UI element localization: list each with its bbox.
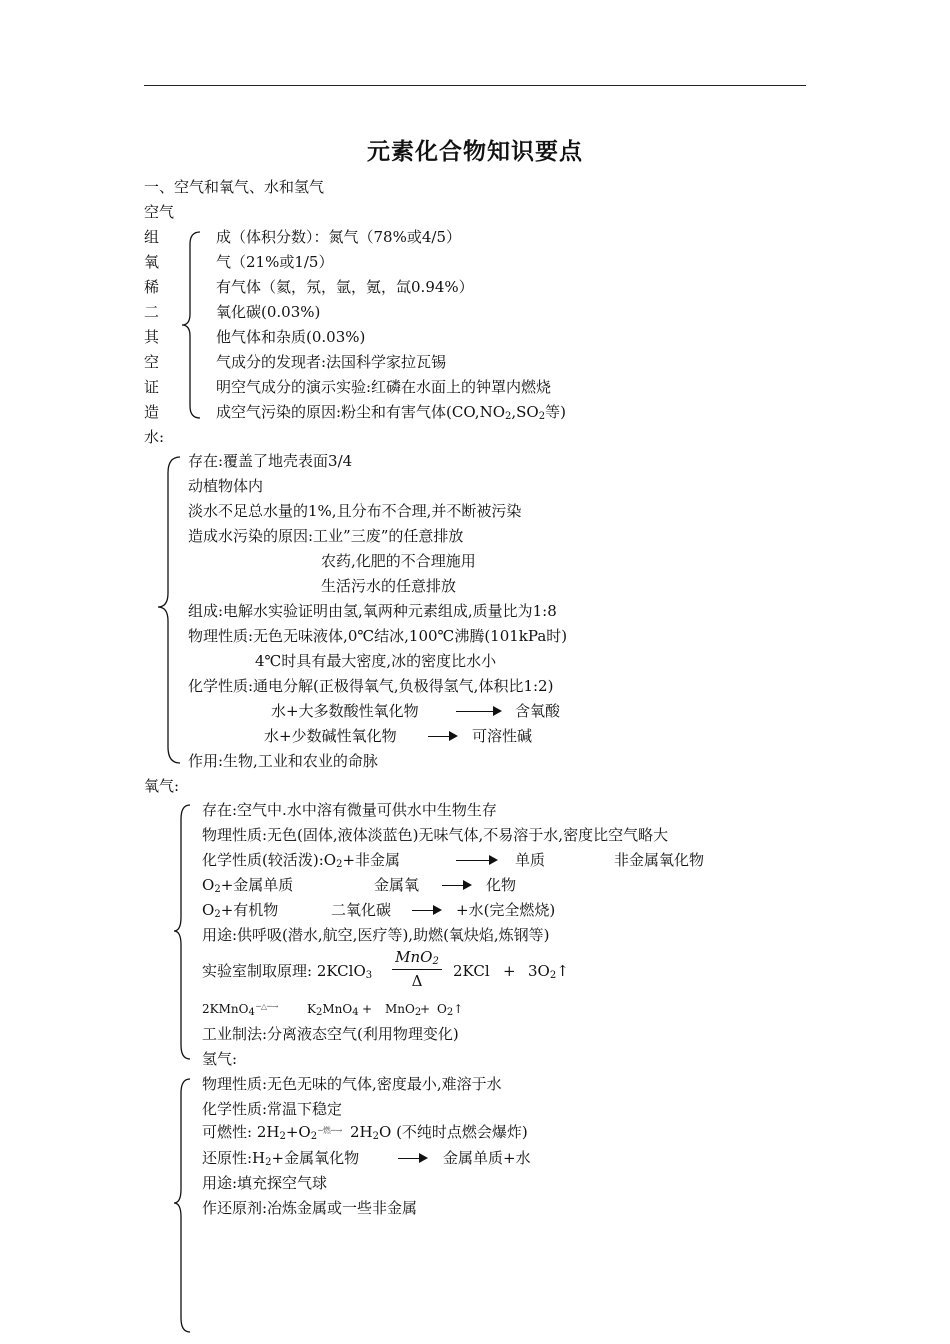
page-title: 元素化合物知识要点 [367, 139, 583, 165]
oxygen-item: $K_2MnO_4$ [307, 1002, 359, 1018]
hydrogen-brace [172, 1077, 194, 1334]
hydrogen-item: 化学性质:常温下稳定 [202, 1100, 343, 1118]
ignite-condition-arrow: ─燃─→ [318, 1126, 343, 1135]
air-left-char: 证 [144, 378, 160, 396]
reaction-arrow [428, 736, 456, 737]
water-item: 水+大多数酸性氧化物 [271, 702, 419, 720]
air-left-char: 二 [144, 303, 160, 321]
water-item: 淡水不足总水量的1%,且分布不合理,并不断被污染 [188, 502, 522, 520]
water-item: 可溶性碱 [472, 727, 533, 745]
air-item: 氧化碳(0.03%) [216, 303, 321, 321]
air-brace [180, 230, 204, 420]
oxygen-item: MnO$_2$ [385, 1002, 422, 1018]
hydrogen-item: 还原性$:H_2+$金属氧化物 [202, 1149, 360, 1168]
water-item: 组成:电解水实验证明由氢,氧两种元素组成,质量比为1:8 [188, 602, 557, 620]
oxygen-brace [172, 803, 194, 1061]
oxygen-item: +水(完全燃烧) [456, 901, 556, 919]
oxygen-item: 二氧化碳 [331, 901, 392, 919]
air-heading: 空气 [144, 203, 175, 221]
reaction-condition: MnO$_2$ Δ [392, 948, 442, 990]
air-left-char: 空 [144, 353, 160, 371]
oxygen-item: $3O_2↑$ [528, 962, 569, 981]
air-item: 他气体和杂质(0.03%) [216, 328, 366, 346]
oxygen-item: 物理性质:无色(固体,液体淡蓝色)无味气体,不易溶于水,密度比空气略大 [202, 826, 669, 844]
reaction-arrow [456, 860, 496, 861]
air-item: 有气体（氦，氖，氩，氪，氙0.94%） [216, 278, 474, 296]
water-item: 含氧酸 [515, 702, 561, 720]
air-left-char: 造 [144, 403, 160, 421]
oxygen-item: $O_2↑$ [437, 1002, 464, 1018]
air-item: 成空气污染的原因:粉尘和有害气体($CO,NO_2,SO_2$等) [216, 403, 566, 422]
air-left-char: 组 [144, 228, 160, 246]
oxygen-item: + [420, 1002, 431, 1016]
oxygen-item: 存在:空气中.水中溶有微量可供水中生物生存 [202, 801, 497, 819]
hydrogen-heading: 氢气: [202, 1050, 238, 1068]
air-left-char: 稀 [144, 278, 160, 296]
reaction-arrow [412, 910, 440, 911]
water-item: 水+少数碱性氧化物 [264, 727, 397, 745]
oxygen-item: 单质 [515, 851, 546, 869]
oxygen-item: 化物 [486, 876, 517, 894]
water-item: 动植物体内 [188, 477, 264, 495]
oxygen-item: $O_2+$有机物 [202, 901, 279, 920]
water-item: 作用:生物,工业和农业的命脉 [188, 752, 378, 770]
air-left-char: 其 [144, 328, 160, 346]
hydrogen-item: 可燃性: $2H_2+O_2$ [202, 1123, 318, 1142]
header-rule [144, 85, 806, 86]
reaction-arrow [456, 711, 500, 712]
air-item: 气（21%或1/5） [216, 253, 334, 271]
air-left-char: 氧 [144, 253, 160, 271]
water-item: 农药,化肥的不合理施用 [321, 552, 476, 570]
water-heading: 水: [144, 428, 165, 446]
oxygen-item: 非金属氧化物 [614, 851, 705, 869]
reaction-arrow [442, 885, 470, 886]
water-item: 4℃时具有最大密度,冰的密度比水小 [255, 652, 497, 670]
hydrogen-item: 金属单质+水 [443, 1149, 531, 1167]
hydrogen-item: 作还原剂:冶炼金属或一些非金属 [202, 1199, 418, 1217]
water-item: 存在:覆盖了地壳表面3/4 [188, 452, 353, 470]
oxygen-item: 用途:供呼吸(潜水,航空,医疗等),助燃(氧炔焰,炼钢等) [202, 926, 550, 944]
air-item: 明空气成分的演示实验:红磷在水面上的钟罩内燃烧 [216, 378, 552, 396]
oxygen-item: + [503, 962, 516, 980]
oxygen-item: 金属氧 [374, 876, 420, 894]
oxygen-item: 工业制法:分离液态空气(利用物理变化) [202, 1025, 459, 1043]
oxygen-item: $O_2+$金属单质 [202, 876, 294, 895]
air-item: 成（体积分数）：氮气（78%或4/5） [216, 228, 461, 246]
oxygen-item: + [362, 1002, 373, 1016]
oxygen-item: 化学性质(较活泼)$:O_2+$非金属 [202, 851, 401, 870]
heat-condition-arrow: ─△─→ [256, 1002, 279, 1011]
water-item: 生活污水的任意排放 [321, 577, 457, 595]
water-brace [155, 455, 185, 765]
oxygen-item: 2KCl [453, 962, 490, 980]
air-item: 气成分的发现者:法国科学家拉瓦锡 [216, 353, 447, 371]
oxygen-item: 实验室制取原理: 2KClO$_3$ [202, 962, 373, 981]
reaction-arrow [398, 1158, 426, 1159]
hydrogen-item: 物理性质:无色无味的气体,密度最小,难溶于水 [202, 1075, 502, 1093]
water-item: 造成水污染的原因:工业”三废”的任意排放 [188, 527, 464, 545]
water-item: 化学性质:通电分解(正极得氧气,负极得氢气,体积比1:2) [188, 677, 554, 695]
oxygen-heading: 氧气: [144, 777, 180, 795]
water-item: 物理性质:无色无味液体,0℃结冰,100℃沸腾(101kPa时) [188, 627, 568, 645]
hydrogen-item: 用途:填充探空气球 [202, 1174, 328, 1192]
section-heading: 一、空气和氧气、水和氢气 [144, 178, 325, 196]
oxygen-item: 2KMnO$_4$ [202, 1002, 255, 1018]
hydrogen-item: $2H_2O$ (不纯时点燃会爆炸) [350, 1123, 528, 1142]
